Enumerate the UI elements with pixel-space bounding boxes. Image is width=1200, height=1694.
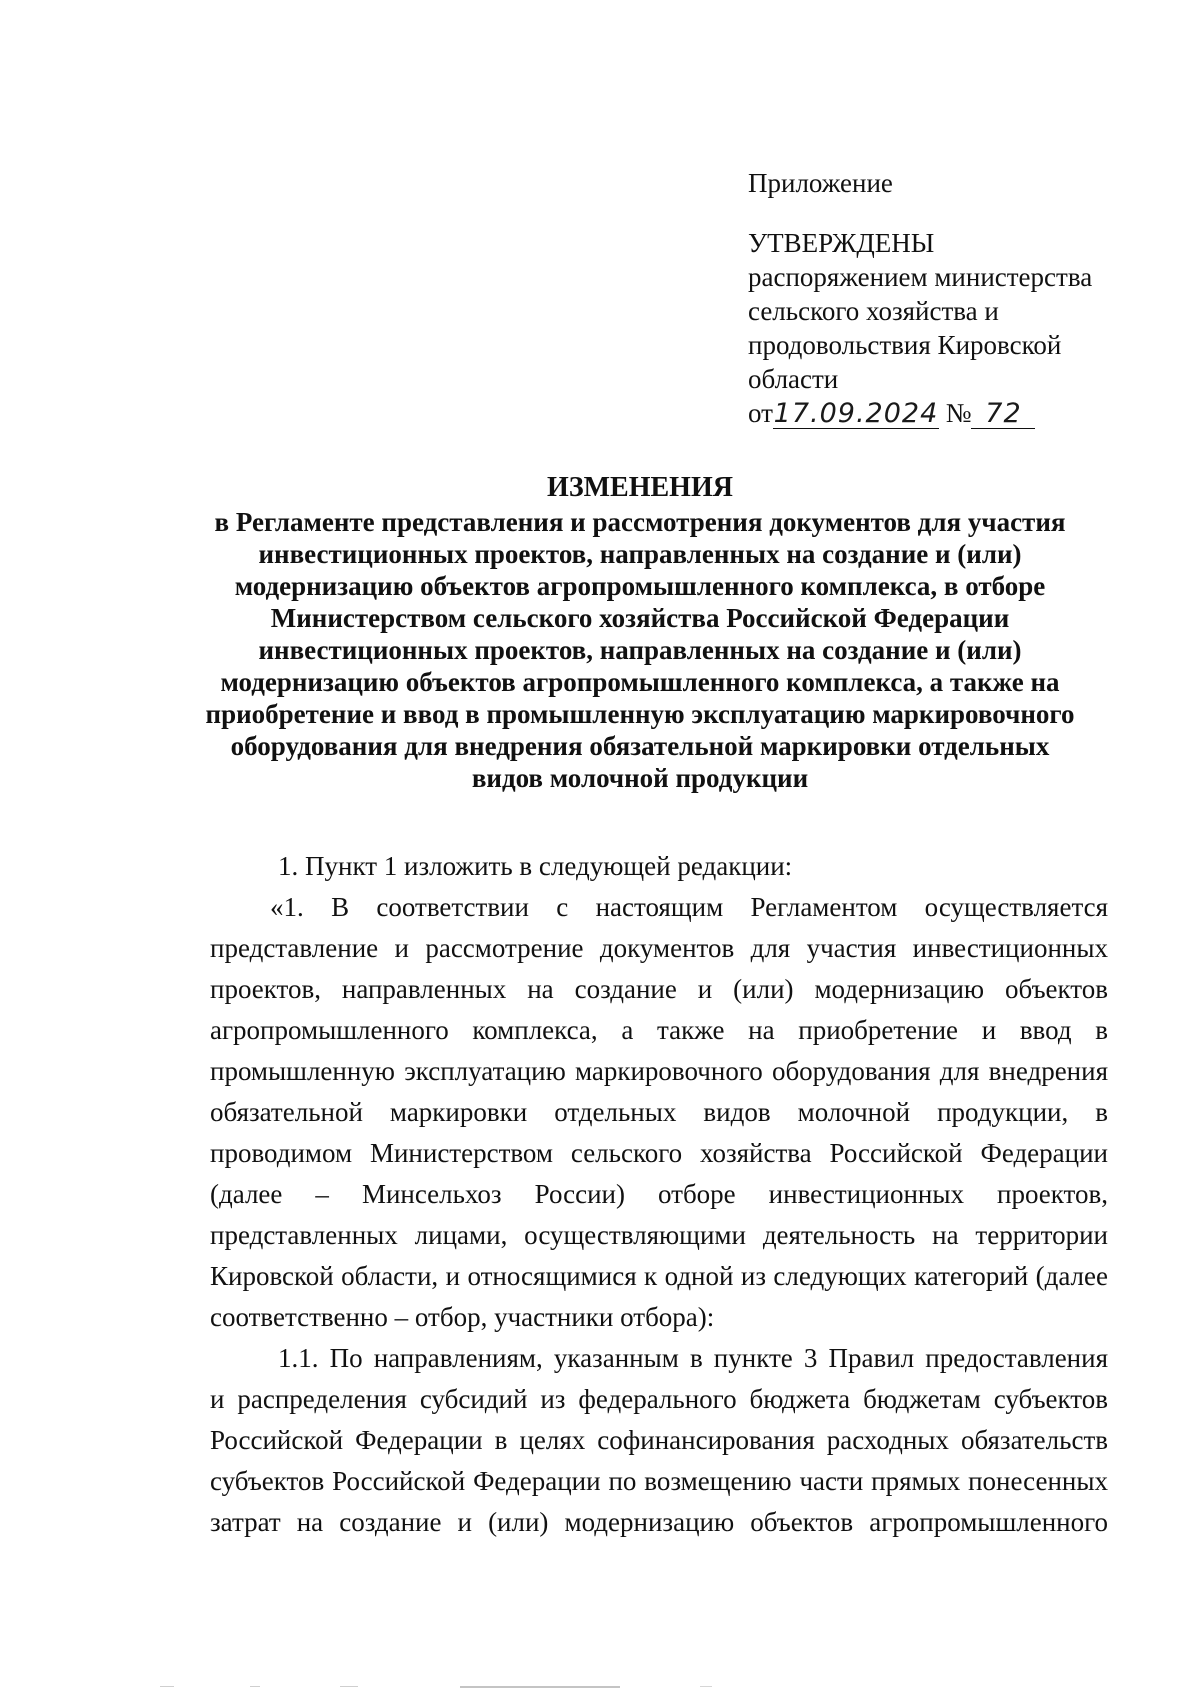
para1-line-6: обязательной маркировки отдельных видов молочной продукции, в [210,1097,1108,1127]
item-1: 1. Пункт 1 изложить в следующей редакции: [278,851,793,881]
approval-line-2: сельского хозяйства и [748,296,999,326]
approval-line-1: распоряжением министерства [748,262,1093,292]
appendix-label: Приложение [748,168,893,198]
title-line-8: оборудования для внедрения обязательной маркировки отдельных [230,731,1050,761]
number-sign: № [945,398,972,428]
title-line-5: инвестиционных проектов, направленных на создание и (или) [258,635,1022,665]
date-number-line [748,396,1148,430]
title-line-7: приобретение и ввод в промышленную эксплуатацию маркировочного [205,699,1075,729]
title-line-6: модернизацию объектов агропромышленного комплекса, а также на [220,667,1060,697]
approved-label: УТВЕРЖДЕНЫ [748,228,935,258]
approval-line-3: продовольствия Кировской [748,330,1062,360]
scan-artifact [160,1676,780,1680]
para2-line-5: затрат на создание и (или) модернизацию объектов агропромышленного [210,1507,1108,1537]
title-heading: ИЗМЕНЕНИЯ [547,472,733,503]
title-line-1: в Регламенте представления и рассмотрения документов для участия [214,507,1066,537]
para1-line-8: (далее – Минсельхоз России) отборе инвестиционных проектов, [210,1179,1108,1209]
handwritten-date: 17.09.2024 [773,398,939,429]
para1-line-4: агропромышленного комплекса, а также на приобретение и ввод в [210,1015,1108,1045]
para1-line-2: представление и рассмотрение документов для участия инвестиционных [210,933,1108,963]
title-line-4: Министерством сельского хозяйства Российской Федерации [270,603,1010,633]
document-body [210,846,1108,1543]
para1-line-7: проводимом Министерством сельского хозяйства Российской Федерации [210,1138,1108,1168]
handwritten-number: 72 [971,400,1035,429]
para1-line-11: соответственно – отбор, участники отбора): [210,1302,715,1332]
document-title [180,472,1100,794]
para1-line-3: проектов, направленных на создание и (или) модернизацию объектов [210,974,1108,1004]
date-prefix: от [748,398,773,428]
approval-stamp-block [748,166,1148,430]
para1-line-5: промышленную эксплуатацию маркировочного оборудования для внедрения [210,1056,1108,1086]
para1-line-9: представленных лицами, осуществляющими деятельность на территории [210,1220,1108,1250]
para1-line-1: «1. В соответствии с настоящим Регламентом осуществляется [270,892,1108,922]
para2-line-1: 1.1. По направлениям, указанным в пункте 3 Правил предоставления [278,1343,1108,1373]
title-line-2: инвестиционных проектов, направленных на создание и (или) [258,539,1022,569]
para1-line-10: Кировской области, и относящимися к одной из следующих категорий (далее [210,1261,1108,1291]
title-line-3: модернизацию объектов агропромышленного комплекса, в отборе [234,571,1046,601]
title-line-9: видов молочной продукции [471,763,809,793]
approval-line-4: области [748,364,839,394]
para2-line-2: и распределения субсидий из федерального бюджета бюджетам субъектов [210,1384,1108,1414]
para2-line-4: субъектов Российской Федерации по возмещению части прямых понесенных [210,1466,1108,1496]
para2-line-3: Российской Федерации в целях софинансирования расходных обязательств [210,1425,1108,1455]
